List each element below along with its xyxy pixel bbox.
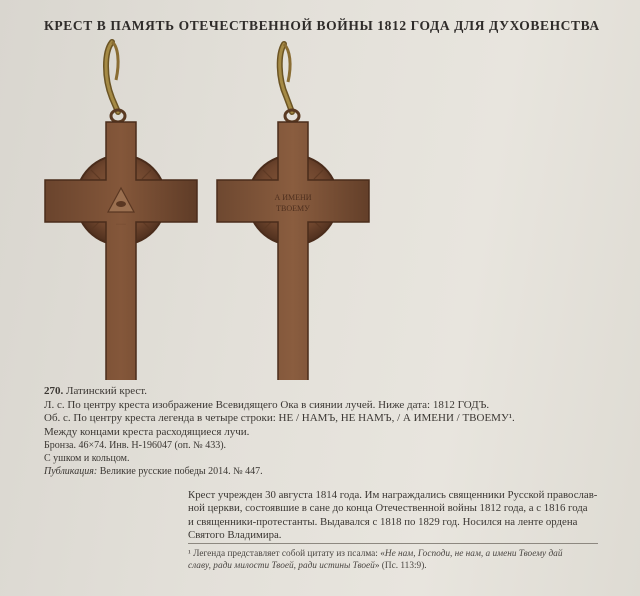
description-line: и священники-протестанты. Выдавался с 1818 по 1829 год. Носился на ленте ордена xyxy=(188,515,578,528)
attachment-info: С ушком и кольцом. xyxy=(44,453,130,465)
obverse-description: Л. с. По центру креста изображение Всевидящего Ока в сиянии лучей. Ниже дата: 1812 ГОДЪ. xyxy=(44,398,490,411)
historical-description xyxy=(188,489,598,543)
reverse-description: Об. с. По центру креста легенда в четыре строки: НЕ / НАМЪ, НЕ НАМЪ, / А ИМЕНИ / ТВОЕМУ¹. xyxy=(44,412,515,425)
obverse-cross xyxy=(45,42,197,380)
catalog-name: Латинский крест. xyxy=(66,385,148,397)
footnote-quote: Не нам, Господи, не нам, а имени Твоему дай xyxy=(384,549,563,559)
material-info: Бронза. 46×74. Инв. Н-196047 (оп. № 433). xyxy=(44,440,227,452)
footnote-prefix: ¹ Легенда представляет собой цитату из псалма: « xyxy=(188,549,385,559)
reverse-inscription-line-2: ТВОЕМУ xyxy=(276,204,310,213)
svg-text:·····: ····· xyxy=(116,222,126,228)
footnote-divider xyxy=(188,543,598,544)
description-line: Святого Владимира. xyxy=(188,529,282,542)
page-title: КРЕСТ В ПАМЯТЬ ОТЕЧЕСТВЕННОЙ ВОЙНЫ 1812 ГОДА ДЛЯ ДУХОВЕНСТВА xyxy=(44,18,600,33)
reverse-inscription-line-1: А ИМЕНИ xyxy=(274,193,312,202)
reverse-description-cont: Между концами креста расходящиеся лучи. xyxy=(44,425,250,438)
publication-text: Великие русские победы 2014. № 447. xyxy=(97,466,263,478)
description-line: ной церкви, состоявшие в сане до конца Отечественной войны 1812 года, а с 1816 года xyxy=(188,502,588,515)
footnote-citation: » (Пс. 113:9). xyxy=(374,561,427,571)
reverse-cross xyxy=(217,44,369,380)
footnote-quote-cont: славу, ради милости Твоей, ради истины Твоей xyxy=(188,561,375,571)
catalog-entry xyxy=(44,385,614,478)
catalog-number: 270. xyxy=(44,385,64,397)
publication-label: Публикация: xyxy=(44,466,98,478)
description-line: Крест учрежден 30 августа 1814 года. Им награждались священники Русской православ- xyxy=(188,489,598,501)
footnote xyxy=(188,548,608,572)
